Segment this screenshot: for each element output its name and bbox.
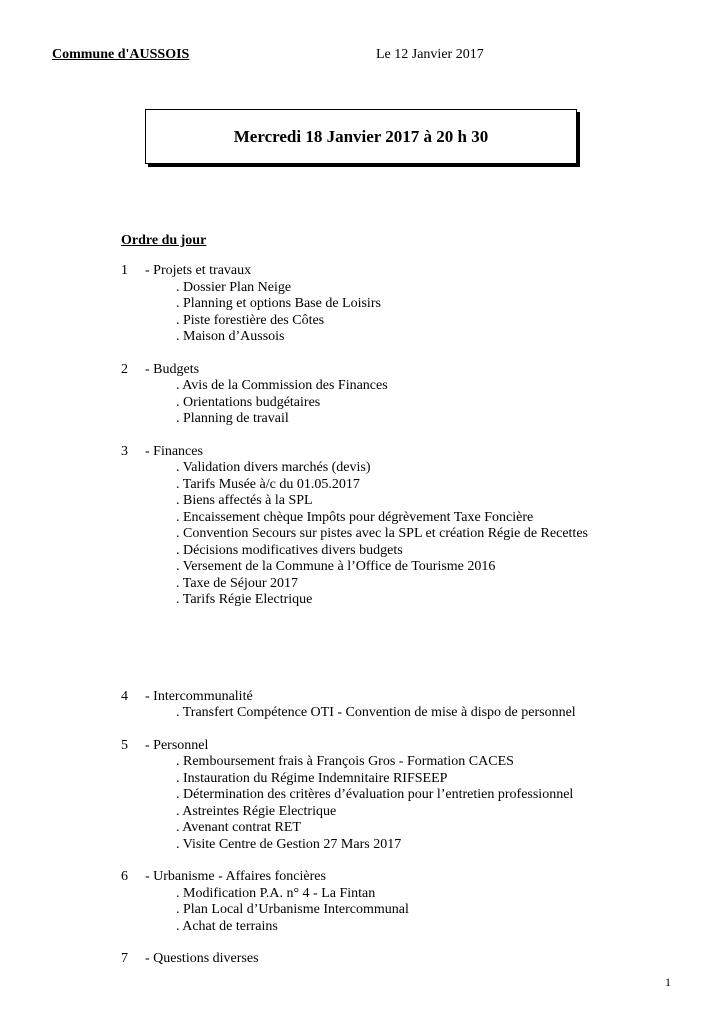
agenda-item: . Tarifs Musée à/c du 01.05.2017 (176, 476, 360, 492)
agenda-sections (121, 263, 661, 968)
section-number: 5 (121, 737, 128, 753)
section-title: - Urbanisme - Affaires foncières (145, 869, 326, 884)
document-date: Le 12 Janvier 2017 (376, 47, 484, 62)
section-gap (121, 625, 661, 689)
meeting-title-box (145, 109, 577, 164)
page-number: 1 (665, 975, 671, 989)
agenda-section (121, 362, 661, 428)
agenda-section (121, 444, 661, 609)
meeting-title: Mercredi 18 Janvier 2017 à 20 h 30 (233, 126, 489, 146)
agenda-item: . Achat de terrains (176, 918, 278, 934)
agenda-item: . Encaissement chèque Impôts pour dégrèvement Taxe Foncière (176, 509, 534, 525)
section-title: - Personnel (145, 737, 209, 753)
agenda-item: . Dossier Plan Neige (176, 279, 292, 295)
agenda-section (121, 689, 661, 722)
agenda-item: . Convention Secours sur pistes avec la SPL et création Régie de Recettes (176, 526, 588, 541)
section-number: 1 (121, 263, 128, 278)
agenda-item: . Maison d’Aussois (176, 329, 285, 344)
commune-name: Commune d'AUSSOIS (52, 47, 190, 62)
agenda-section (121, 263, 661, 346)
agenda-item: . Planning de travail (176, 411, 289, 426)
agenda-item: . Astreintes Régie Electrique (176, 803, 337, 819)
agenda-item: . Validation divers marchés (devis) (176, 460, 371, 475)
agenda-item: . Instauration du Régime Indemnitaire RIFSEEP (176, 770, 448, 786)
section-number: 6 (121, 869, 128, 884)
agenda-section (121, 738, 661, 854)
section-title: - Budgets (145, 361, 200, 377)
agenda-section (121, 869, 661, 935)
agenda-item: . Versement de la Commune à l’Office de Tourisme 2016 (176, 559, 496, 574)
agenda-item: . Transfert Compétence OTI - Convention de mise à dispo de personnel (176, 705, 576, 720)
agenda-section (121, 951, 661, 968)
agenda-item: . Plan Local d’Urbanisme Intercommunal (176, 902, 409, 917)
section-number: 2 (121, 361, 128, 377)
section-number: 4 (121, 688, 128, 704)
section-heading (121, 951, 661, 968)
agenda-item: . Taxe de Séjour 2017 (176, 575, 299, 591)
section-title: - Questions diverses (145, 951, 259, 966)
agenda-item: . Remboursement frais à François Gros - Formation CACES (176, 754, 514, 769)
section-number: 7 (121, 951, 128, 966)
section-heading (121, 689, 661, 706)
agenda-item: . Biens affectés à la SPL (176, 493, 313, 508)
agenda-item: . Avis de la Commission des Finances (176, 378, 388, 393)
section-heading (121, 738, 661, 755)
section-heading (121, 263, 661, 280)
section-title: - Projets et travaux (145, 263, 252, 278)
section-heading (121, 362, 661, 379)
section-number: 3 (121, 443, 128, 459)
agenda-item: . Modification P.A. n° 4 - La Fintan (176, 885, 376, 901)
agenda-item: . Planning et options Base de Loisirs (176, 296, 381, 311)
agenda (121, 233, 661, 984)
agenda-item: . Décisions modificatives divers budgets (176, 542, 403, 558)
agenda-item: . Détermination des critères d’évaluation pour l’entretien professionnel (176, 787, 574, 802)
agenda-item: . Piste forestière des Côtes (176, 312, 325, 328)
agenda-title: Ordre du jour (121, 233, 207, 248)
section-title: - Finances (145, 443, 203, 459)
section-heading (121, 869, 661, 886)
section-title: - Intercommunalité (145, 688, 253, 704)
agenda-item: . Tarifs Régie Electrique (176, 592, 313, 607)
agenda-item: . Avenant contrat RET (176, 820, 301, 835)
section-heading (121, 444, 661, 461)
agenda-item: . Orientations budgétaires (176, 394, 321, 410)
agenda-item: . Visite Centre de Gestion 27 Mars 2017 (176, 836, 402, 852)
